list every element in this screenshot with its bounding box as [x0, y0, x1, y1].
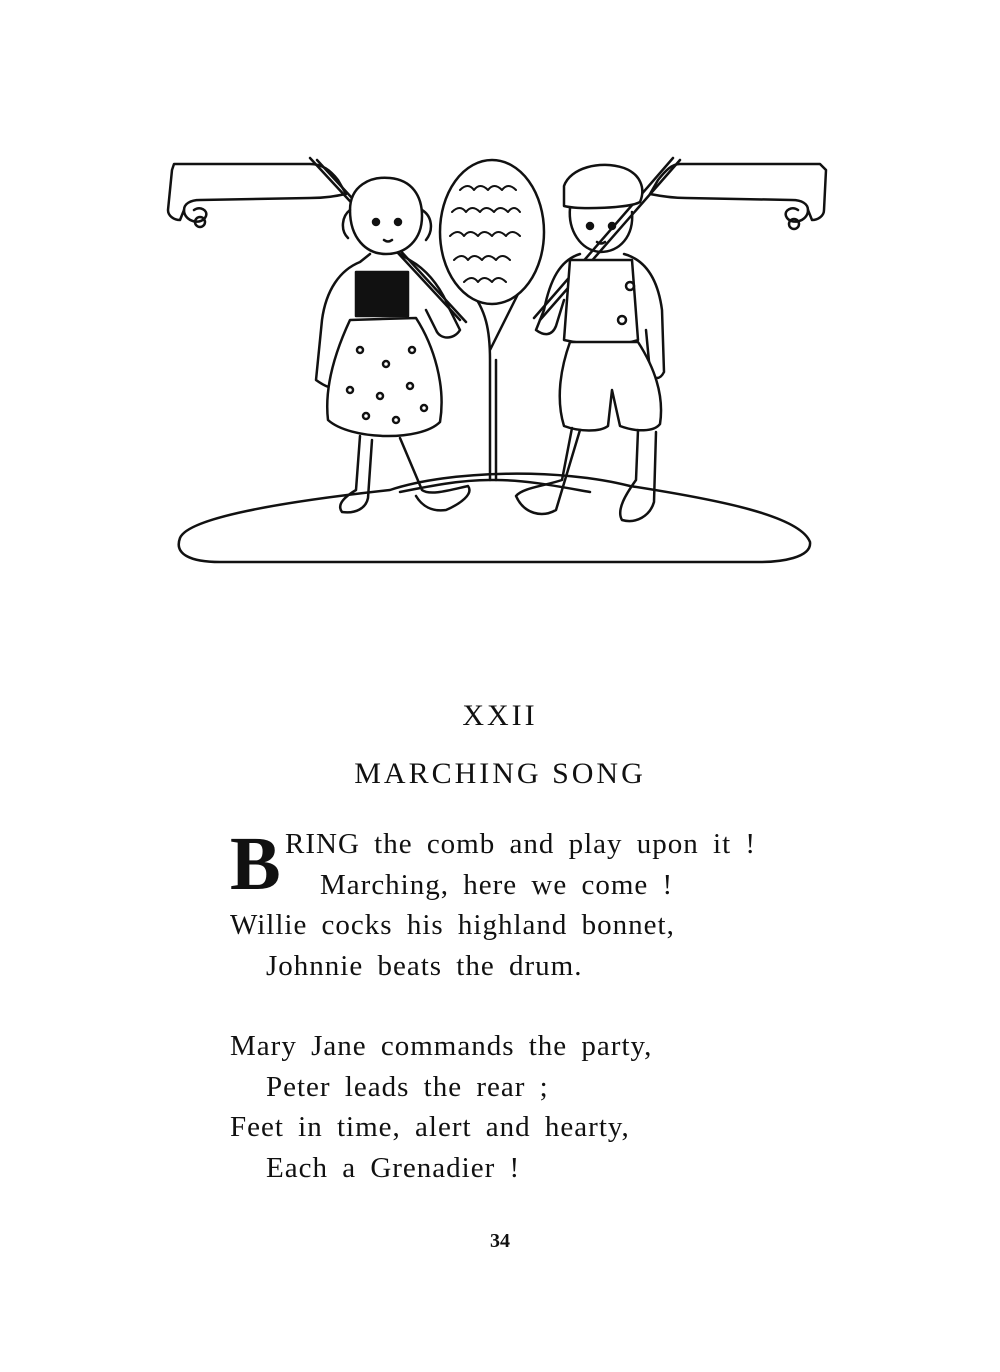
poem	[230, 824, 850, 1188]
poem-line: Mary Jane commands the party,	[230, 1030, 653, 1062]
ground-mound	[179, 474, 810, 562]
drop-cap: B	[230, 822, 281, 906]
poem-line: Marching, here we come !	[320, 868, 674, 901]
poem-line: RING the comb and play upon it !	[285, 828, 757, 860]
page-number: 34	[490, 1230, 510, 1252]
tree	[400, 160, 590, 492]
poem-line: Peter leads the rear ;	[266, 1070, 549, 1103]
left-banner	[168, 158, 466, 322]
header-illustration	[160, 150, 840, 590]
stanza-2	[230, 1026, 850, 1188]
poem-line: Each a Grenadier !	[266, 1151, 521, 1184]
stanza-1	[230, 824, 850, 986]
poem-line: Feet in time, alert and hearty,	[230, 1111, 630, 1143]
poem-line: Johnnie beats the drum.	[266, 949, 583, 982]
poem-line: Willie cocks his highland bonnet,	[230, 909, 675, 941]
chapter-number: XXII	[462, 699, 538, 732]
chapter-title: MARCHING SONG	[354, 757, 646, 790]
